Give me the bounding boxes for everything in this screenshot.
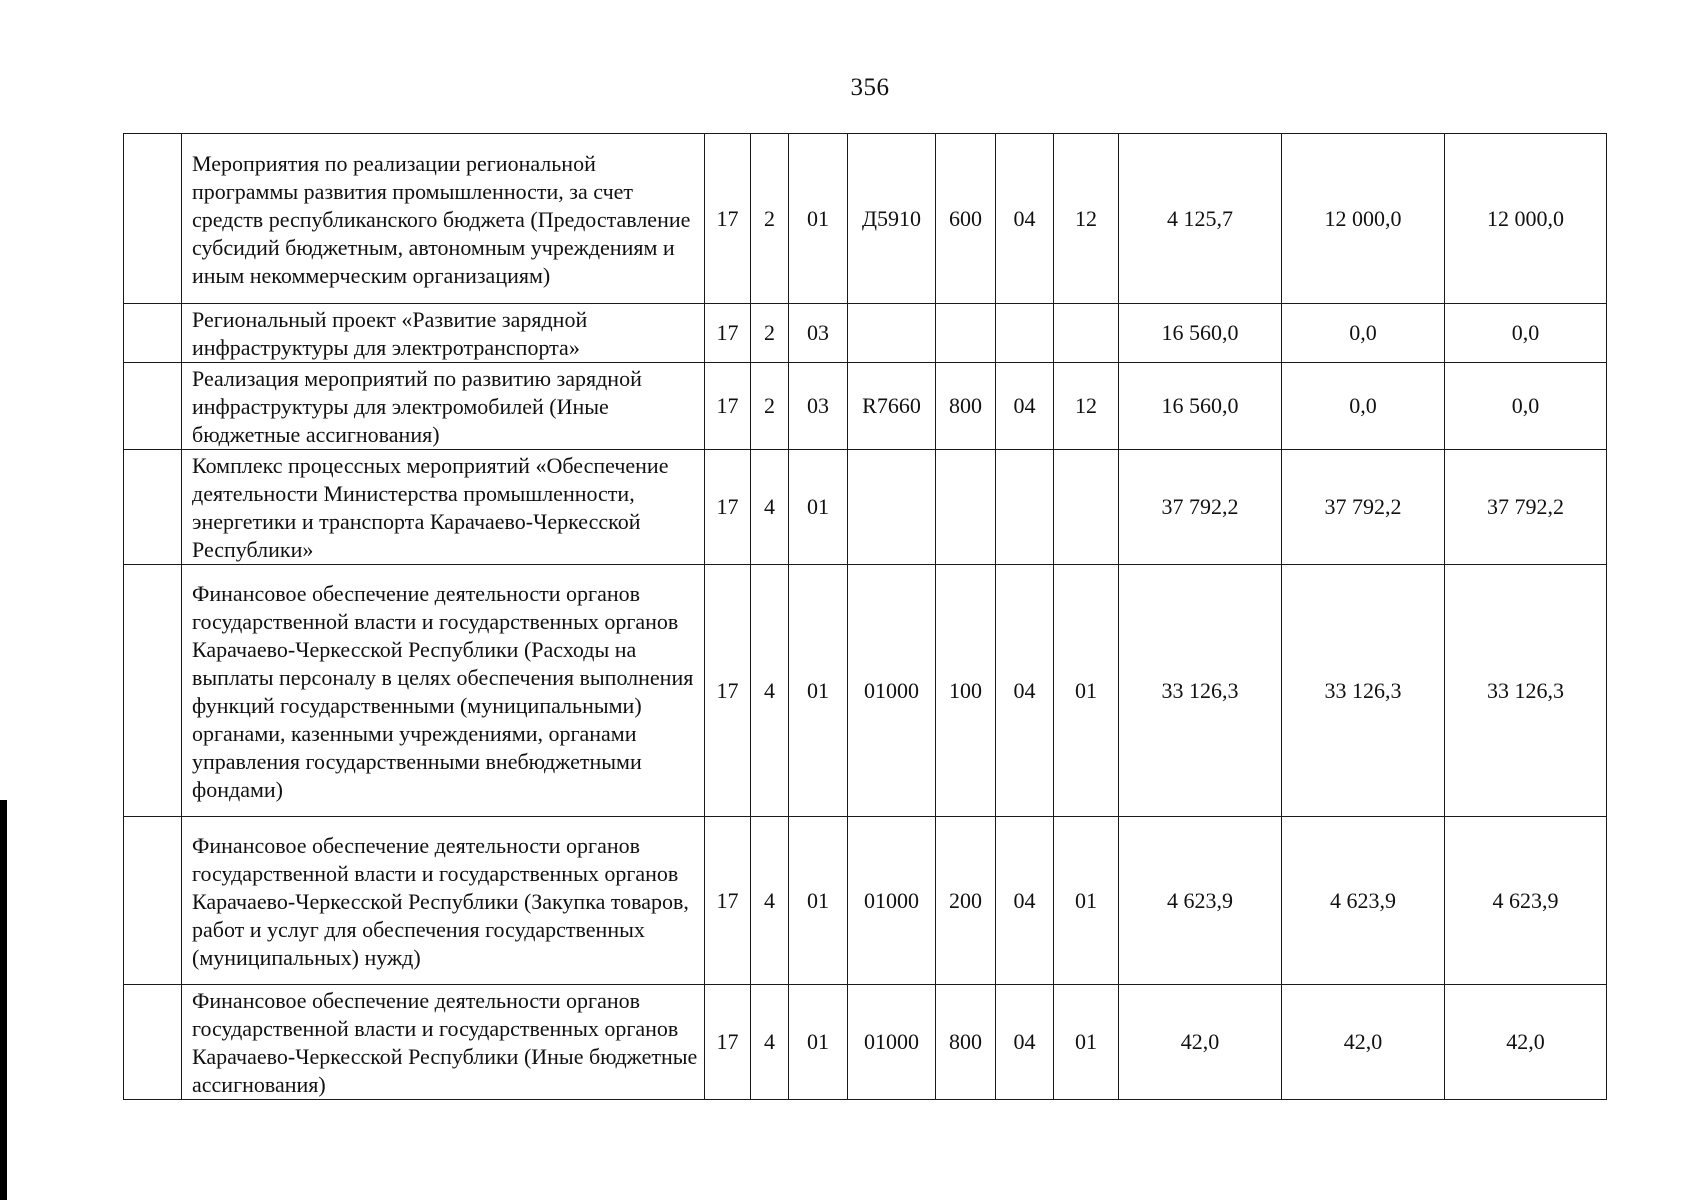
code-cell: 01 [789,985,848,1100]
table-row [124,304,1607,363]
code-cell: 12 [1054,134,1119,304]
row-index-cell [124,450,182,565]
amount-cell: 37 792,2 [1282,450,1445,565]
code-cell: 04 [996,985,1054,1100]
amount-cell: 33 126,3 [1445,565,1607,817]
code-cell: 100 [936,565,996,817]
code-cell: 17 [705,817,751,985]
code-cell: 17 [705,450,751,565]
code-cell [996,450,1054,565]
amount-cell: 4 623,9 [1445,817,1607,985]
code-cell: 01 [789,565,848,817]
amount-cell: 0,0 [1445,304,1607,363]
amount-cell: 16 560,0 [1119,304,1282,363]
row-description: Мероприятия по реализации региональной программы развития промышленности, за счет средств республиканского бюджета (Предоставление субсидий бюджетным, автономным учреждениям и иным некоммерческим организациям) [182,134,705,304]
table-row [124,134,1607,304]
code-cell: 4 [751,450,789,565]
row-description: Комплекс процессных мероприятий «Обеспечение деятельности Министерства промышленности, энергетики и транспорта Карачаево-Черкесской Республики» [182,450,705,565]
amount-cell: 4 623,9 [1119,817,1282,985]
row-index-cell [124,304,182,363]
code-cell: 17 [705,985,751,1100]
row-description: Финансовое обеспечение деятельности органов государственной власти и государственных органов Карачаево-Черкесской Республики (Расходы на выплаты персоналу в целях обеспечения выполнения функций государственными (муниципальными) органами, казенными учреждениями, органами управления государственными внебюджетными фондами) [182,565,705,817]
table-row [124,450,1607,565]
table-row [124,363,1607,450]
code-cell: 4 [751,817,789,985]
code-cell: 800 [936,363,996,450]
code-cell [996,304,1054,363]
code-cell [1054,304,1119,363]
code-cell [848,304,936,363]
amount-cell: 42,0 [1119,985,1282,1100]
row-index-cell [124,134,182,304]
code-cell: 200 [936,817,996,985]
amount-cell: 42,0 [1282,985,1445,1100]
code-cell: 2 [751,363,789,450]
code-cell: 4 [751,565,789,817]
row-description: Региональный проект «Развитие зарядной инфраструктуры для электротранспорта» [182,304,705,363]
amount-cell: 12 000,0 [1282,134,1445,304]
code-cell: 01 [789,134,848,304]
amount-cell: 0,0 [1445,363,1607,450]
row-index-cell [124,817,182,985]
code-cell: 17 [705,134,751,304]
code-cell: 01000 [848,985,936,1100]
amount-cell: 4 125,7 [1119,134,1282,304]
amount-cell: 12 000,0 [1445,134,1607,304]
code-cell [1054,450,1119,565]
code-cell: 2 [751,304,789,363]
code-cell: 03 [789,304,848,363]
code-cell: Д5910 [848,134,936,304]
code-cell: 01000 [848,817,936,985]
code-cell: 04 [996,363,1054,450]
scan-edge-mark [0,800,7,1200]
code-cell: 17 [705,363,751,450]
code-cell [936,450,996,565]
code-cell: 01 [789,450,848,565]
row-index-cell [124,565,182,817]
row-index-cell [124,363,182,450]
code-cell: R7660 [848,363,936,450]
code-cell: 01 [789,817,848,985]
code-cell: 01 [1054,985,1119,1100]
code-cell [936,304,996,363]
row-description: Реализация мероприятий по развитию зарядной инфраструктуры для электромобилей (Иные бюджетные ассигнования) [182,363,705,450]
amount-cell: 33 126,3 [1119,565,1282,817]
code-cell [848,450,936,565]
code-cell: 01000 [848,565,936,817]
budget-table [123,133,1607,1100]
code-cell: 17 [705,304,751,363]
code-cell: 03 [789,363,848,450]
code-cell: 17 [705,565,751,817]
amount-cell: 4 623,9 [1282,817,1445,985]
code-cell: 4 [751,985,789,1100]
row-description: Финансовое обеспечение деятельности органов государственной власти и государственных органов Карачаево-Черкесской Республики (Иные бюджетные ассигнования) [182,985,705,1100]
row-index-cell [124,985,182,1100]
code-cell: 600 [936,134,996,304]
page-number: 356 [850,74,890,101]
code-cell: 01 [1054,565,1119,817]
code-cell: 04 [996,817,1054,985]
code-cell: 01 [1054,817,1119,985]
amount-cell: 0,0 [1282,363,1445,450]
table-row [124,565,1607,817]
code-cell: 800 [936,985,996,1100]
amount-cell: 37 792,2 [1119,450,1282,565]
amount-cell: 42,0 [1445,985,1607,1100]
amount-cell: 16 560,0 [1119,363,1282,450]
table-row [124,817,1607,985]
amount-cell: 33 126,3 [1282,565,1445,817]
code-cell: 2 [751,134,789,304]
amount-cell: 37 792,2 [1445,450,1607,565]
code-cell: 12 [1054,363,1119,450]
table-row [124,985,1607,1100]
row-description: Финансовое обеспечение деятельности органов государственной власти и государственных органов Карачаево-Черкесской Республики (Закупка товаров, работ и услуг для обеспечения государственных (муниципальных) нужд) [182,817,705,985]
code-cell: 04 [996,134,1054,304]
amount-cell: 0,0 [1282,304,1445,363]
code-cell: 04 [996,565,1054,817]
